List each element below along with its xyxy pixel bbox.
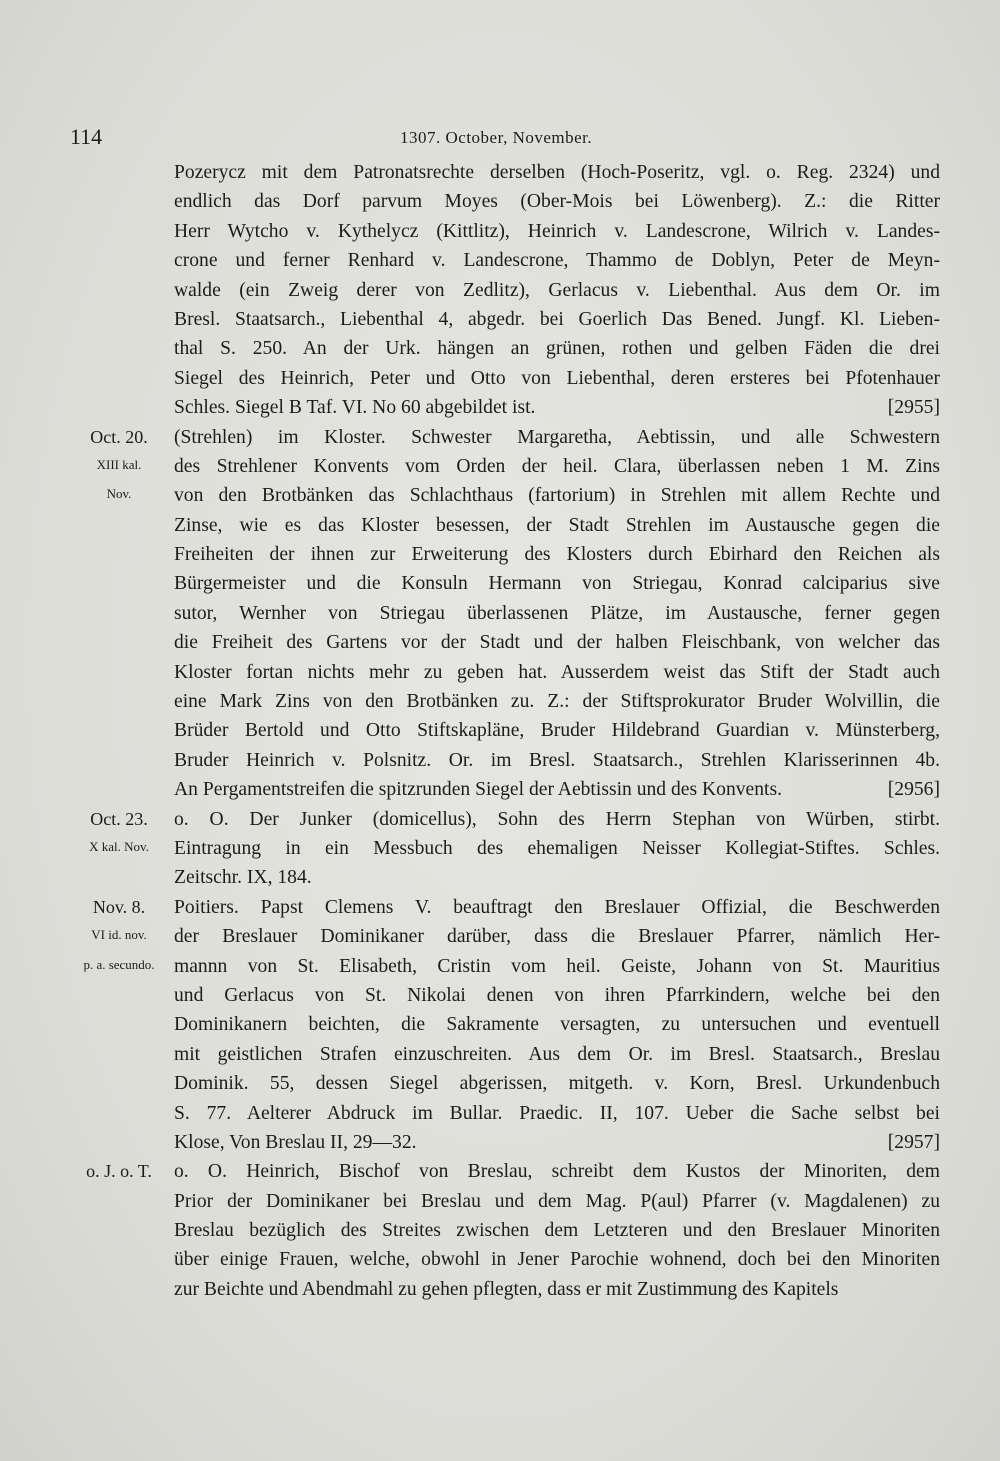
line-text: Zeitschr. IX, 184. — [174, 867, 312, 889]
line-text: Poitiers. Papst Clemens V. beauftragt den Breslauer Offizial, die Beschwerden — [174, 896, 940, 918]
line-text: An Pergamentstreifen die spitzrunden Siegel der Aebtissin und des Konvents. — [174, 779, 783, 801]
line-text: Zinse, wie es das Kloster besessen, der Stadt Strehlen im Austausche gegen die — [174, 514, 940, 536]
margin-roman-date: Nov. — [106, 486, 132, 502]
page-number: 114 — [70, 124, 103, 149]
text-line — [70, 1099, 940, 1128]
line-text: thal S. 250. An der Urk. hängen an grünen, rothen und gelben Fäden die drei — [174, 338, 940, 360]
margin-date-note — [70, 458, 168, 472]
text-line — [70, 599, 940, 628]
line-text: S. 77. Aelterer Abdruck im Bullar. Praedic. II, 107. Ueber die Sache selbst bei — [174, 1102, 940, 1124]
text-line — [70, 1069, 940, 1098]
line-text: Dominikanern beichten, die Sakramente versagten, zu untersuchen und eventuell — [174, 1014, 940, 1036]
text-line — [70, 1245, 940, 1274]
page-body — [70, 158, 940, 1304]
line-text: des Strehlener Konvents vom Orden der heil. Clara, überlassen neben 1 M. Zins — [174, 455, 940, 477]
line-text: Bruder Heinrich v. Polsnitz. Or. im Bresl. Staatsarch., Strehlen Klarisserinnen 4b. — [174, 749, 940, 771]
text-line — [70, 158, 940, 187]
line-text: der Breslauer Dominikaner darüber, dass die Breslauer Pfarrer, nämlich Her- — [174, 926, 940, 948]
line-text: mannn von St. Elisabeth, Cristin vom heil. Geiste, Johann von St. Mauritius — [174, 955, 940, 977]
line-text: endlich das Dorf parvum Moyes (Ober-Mois bei Löwenberg). Z.: die Ritter — [174, 191, 940, 213]
line-text: Prior der Dominikaner bei Breslau und dem Mag. P(aul) Pfarrer (v. Magdalenen) zu — [174, 1190, 940, 1212]
text-line — [70, 217, 940, 246]
margin-roman-date: p. a. secundo. — [83, 956, 155, 972]
margin-date-note — [70, 958, 168, 972]
text-line — [70, 1157, 940, 1186]
text-line — [70, 922, 940, 951]
text-line — [70, 334, 940, 363]
line-text: (Strehlen) im Kloster. Schwester Margaretha, Aebtissin, und alle Schwestern — [174, 426, 940, 448]
text-line — [70, 452, 940, 481]
margin-date: Oct. 20. — [90, 426, 148, 447]
text-line — [70, 511, 940, 540]
running-head: 1307. October, November. — [400, 128, 593, 147]
line-text: Bürgermeister und die Konsuln Hermann von Striegau, Konrad calciparius sive — [174, 573, 940, 595]
line-text: mit geistlichen Strafen einzuschreiten. Aus dem Or. im Bresl. Staatsarch., Breslau — [174, 1043, 940, 1065]
text-line — [70, 187, 940, 216]
line-text: über einige Frauen, welche, obwohl in Jener Parochie wohnend, doch bei den Minoriten — [174, 1249, 940, 1271]
text-line — [70, 393, 940, 422]
text-line — [70, 423, 940, 452]
text-line — [70, 775, 940, 804]
text-line — [70, 981, 940, 1010]
text-line — [70, 1216, 940, 1245]
line-text: sutor, Wernher von Striegau überlassenen Plätze, im Austausche, ferner gegen — [174, 602, 940, 624]
margin-date-note — [70, 897, 168, 917]
margin-roman-date: XIII kal. — [96, 456, 142, 472]
text-line — [70, 364, 940, 393]
line-text: von den Brotbänken das Schlachthaus (fartorium) in Strehlen mit allem Rechte und — [174, 485, 940, 507]
text-line — [70, 540, 940, 569]
margin-date-note — [70, 809, 168, 829]
regest-number: [2955] — [887, 397, 940, 419]
margin-date-note — [70, 840, 168, 854]
margin-date: Oct. 23. — [90, 808, 148, 829]
text-line — [70, 834, 940, 863]
text-line — [70, 481, 940, 510]
line-text: Klose, Von Breslau II, 29—32. — [174, 1131, 417, 1153]
line-text: Schles. Siegel B Taf. VI. No 60 abgebildet ist. — [174, 397, 536, 419]
line-text: eine Mark Zins von den Brotbänken zu. Z.: der Stiftsprokurator Bruder Wolvillin, die — [174, 691, 940, 713]
margin-roman-date: X kal. Nov. — [89, 838, 149, 854]
line-text: o. O. Heinrich, Bischof von Breslau, schreibt dem Kustos der Minoriten, dem — [174, 1161, 940, 1183]
text-line — [70, 1040, 940, 1069]
text-line — [70, 305, 940, 334]
regest-number: [2956] — [887, 779, 940, 801]
line-text: zur Beichte und Abendmahl zu gehen pflegten, dass er mit Zustimmung des Kapitels — [174, 1278, 839, 1300]
margin-date: Nov. 8. — [92, 896, 146, 917]
text-line — [70, 716, 940, 745]
text-line — [70, 1128, 940, 1157]
line-text: Kloster fortan nichts mehr zu geben hat. Ausserdem weist das Stift der Stadt auch — [174, 661, 940, 683]
text-line — [70, 863, 940, 892]
text-line — [70, 952, 940, 981]
margin-roman-date: VI id. nov. — [91, 927, 147, 943]
line-text: o. O. Der Junker (domicellus), Sohn des Herrn Stephan von Würben, stirbt. — [174, 808, 940, 830]
line-text: Freiheiten der ihnen zur Erweiterung des Klosters durch Ebirhard den Reichen als — [174, 544, 940, 566]
text-line — [70, 569, 940, 598]
line-text: Siegel des Heinrich, Peter und Otto von Liebenthal, deren ersteres bei Pfotenhauer — [174, 367, 940, 389]
margin-date-note — [70, 427, 168, 447]
text-line — [70, 276, 940, 305]
text-line — [70, 628, 940, 657]
line-text: Breslau bezüglich des Streites zwischen dem Letzteren und den Breslauer Minoriten — [174, 1220, 940, 1242]
line-text: die Freiheit des Gartens vor der Stadt und der halben Fleischbank, von welcher das — [174, 632, 940, 654]
line-text: Brüder Bertold und Otto Stiftskapläne, Bruder Hildebrand Guardian v. Münsterberg, — [174, 720, 940, 742]
text-line — [70, 893, 940, 922]
line-text: und Gerlacus von St. Nikolai denen von ihren Pfarrkindern, welche bei den — [174, 984, 940, 1006]
line-text: crone und ferner Renhard v. Landescrone, Thammo de Doblyn, Peter de Meyn- — [174, 250, 940, 272]
text-line — [70, 687, 940, 716]
page-header — [70, 124, 940, 154]
line-text: Pozerycz mit dem Patronatsrechte derselben (Hoch-Poseritz, vgl. o. Reg. 2324) und — [174, 162, 940, 183]
line-text: Dominik. 55, dessen Siegel abgerissen, mitgeth. v. Korn, Bresl. Urkundenbuch — [174, 1073, 940, 1095]
text-line — [70, 1010, 940, 1039]
text-line — [70, 746, 940, 775]
margin-date-note — [70, 1161, 168, 1181]
margin-date-note — [70, 928, 168, 942]
margin-date: o. J. o. T. — [86, 1161, 152, 1182]
text-line — [70, 805, 940, 834]
text-line — [70, 1275, 940, 1304]
regest-number: [2957] — [887, 1131, 940, 1153]
line-text: walde (ein Zweig derer von Zedlitz), Gerlacus v. Liebenthal. Aus dem Or. im — [174, 279, 940, 301]
text-line — [70, 658, 940, 687]
text-line — [70, 1187, 940, 1216]
margin-date-note — [70, 487, 168, 501]
line-text: Eintragung in ein Messbuch des ehemaligen Neisser Kollegiat-Stiftes. Schles. — [174, 837, 940, 859]
text-line — [70, 246, 940, 275]
line-text: Bresl. Staatsarch., Liebenthal 4, abgedr. bei Goerlich Das Bened. Jungf. Kl. Lieben- — [174, 308, 940, 330]
line-text: Herr Wytcho v. Kythelycz (Kittlitz), Heinrich v. Landescrone, Wilrich v. Landes- — [174, 220, 940, 242]
